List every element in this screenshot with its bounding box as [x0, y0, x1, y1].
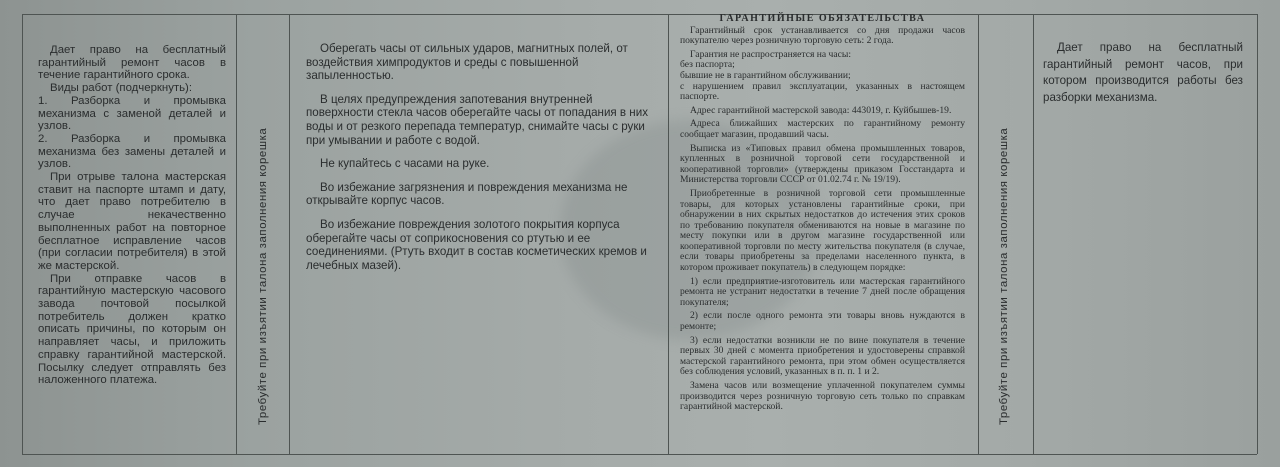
border-line-top	[22, 14, 1257, 15]
border-line-fold	[668, 14, 669, 454]
exchange-rules: Приобретенные в розничной торговой сети промышленные товары, для которых установлены гарантийные сроки, при обнаружении в них скрытых недостатков до истечения этих сроков по требованию покупателя обмениваются на новые в магазине по месту покупки или в другом магазине государственной или кооперативной торговли по месту жительства покупателя (в случае, если товары приобретены за пределами населенного пункта, в котором проживает покупатель) в следующем порядке:	[680, 187, 965, 274]
border-line-stub-4	[1033, 14, 1034, 454]
border-line-right	[1257, 14, 1258, 454]
exchange-case-3: 3) если недостатки возникли не по вине покупателя в течение первых 30 дней с момента приобретения и удостоверены справкой мастерской гарантийного ремонта, при этом обмен осуществляется без соблюдения условий, указанных в п. п. 1 и 2.	[680, 334, 965, 378]
right-coupon-text: Дает право на бесплатный гарантийный ремонт часов, при котором производится работы без разборки механизма.	[1043, 41, 1243, 104]
exclusion-1: без паспорта;	[680, 59, 735, 71]
exclusion-3: с нарушением правил эксплуатации, указанных в настоящем паспорте.	[680, 80, 965, 103]
exchange-case-2: 2) если после одного ремонта эти товары вновь нуждаются в ремонте;	[680, 310, 965, 333]
refund-note: Замена часов или возмещение уплаченной покупателем суммы производится через розничную торговую сеть только по справкам гарантийной мастерской.	[680, 380, 965, 413]
nearest-workshops: Адреса ближайших мастерских по гарантийному ремонту сообщает магазин, продавший часы.	[680, 118, 965, 140]
warranty-period: Гарантийный срок устанавливается со дня продажи часов покупателю через розничную торговую сеть: 2 года.	[680, 24, 965, 47]
border-line-stub-3	[978, 14, 979, 454]
work-type-1: 1. Разборка и промывка механизма с заменой деталей и узлов.	[38, 94, 226, 133]
work-type-2: 2. Разборка и промывка механизма без замены деталей и узлов.	[38, 132, 226, 171]
care-case: Во избежание загрязнения и повреждения механизма не открывайте корпус часов.	[306, 180, 628, 208]
border-line-bottom	[22, 454, 1257, 455]
care-instructions	[306, 42, 656, 282]
left-coupon-intro: Дает право на бесплатный гарантийный ремонт часов в течение гарантийного срока.	[38, 44, 226, 82]
stub-label-right: Требуйте при изъятии талона заполнения корешка	[998, 127, 1010, 425]
care-swimming: Не купайтесь с часами на руке.	[320, 157, 490, 171]
right-coupon	[1043, 40, 1243, 106]
left-coupon	[38, 44, 226, 387]
warranty-title: ГАРАНТИЙНЫЕ ОБЯЗАТЕЛЬСТВА	[719, 13, 926, 24]
coupon-tear-note: При отрыве талона мастерская ставит на паспорте штамп и дату, что дает право потребителю в случае некачественно выполненных работ на повторное бесплатное исправление часов (при согласии потребителя) в этой же мастерской.	[38, 171, 226, 272]
workshop-address: Адрес гарантийной мастерской завода: 443019, г. Куйбышев-19.	[690, 104, 952, 116]
warranty-exclusions: Гарантия не распространяется на часы:	[690, 48, 852, 60]
rules-extract: Выписка из «Типовых правил обмена промышленных товаров, купленных в розничной торговой сети государственной и кооперативной торговли» (утверждены приказом Госстандарта и Министерства торговли СССР от 01.02.74 г. № 19/19).	[680, 142, 965, 186]
exchange-case-1: 1) если предприятие-изготовитель или мастерская гарантийного ремонта не устранит недостатки в течение 7 дней после обращения покупателя;	[680, 275, 965, 308]
stub-label-left: Требуйте при изъятии талона заполнения корешка	[257, 127, 269, 425]
exclusion-2: бывшие не в гарантийном обслуживании;	[680, 69, 851, 81]
work-types-heading: Виды работ (подчеркнуть):	[50, 82, 192, 95]
border-line-stub-1	[236, 14, 237, 454]
warranty-obligations	[680, 14, 965, 416]
care-gold-plating: Во избежание повреждения золотого покрытия корпуса оберегайте часы от соприкосновения со ртутью и ее соединениями. (Ртуть входит в состав косметических кремов и лечебных мазей).	[306, 217, 647, 272]
care-fogging: В целях предупреждения запотевания внутренней поверхности стекла часов оберегайте часы от попадания в них воды и от резкого перепада температур, снимайте часы с руки при умывании и работе с водой.	[306, 92, 648, 147]
care-impact: Оберегать часы от сильных ударов, магнитных полей, от воздействия химпродуктов и среды с повышенной запыленностью.	[306, 42, 628, 83]
postal-shipment-note: При отправке часов в гарантийную мастерскую часового завода почтовой посылкой потребитель должен кратко описать причины, по которым он направляет часы, и приложить справку гарантийной мастерской. Посылку следует отправлять без наложенного платежа.	[38, 272, 226, 387]
border-line-left	[22, 14, 23, 454]
border-line-stub-2	[289, 14, 290, 454]
